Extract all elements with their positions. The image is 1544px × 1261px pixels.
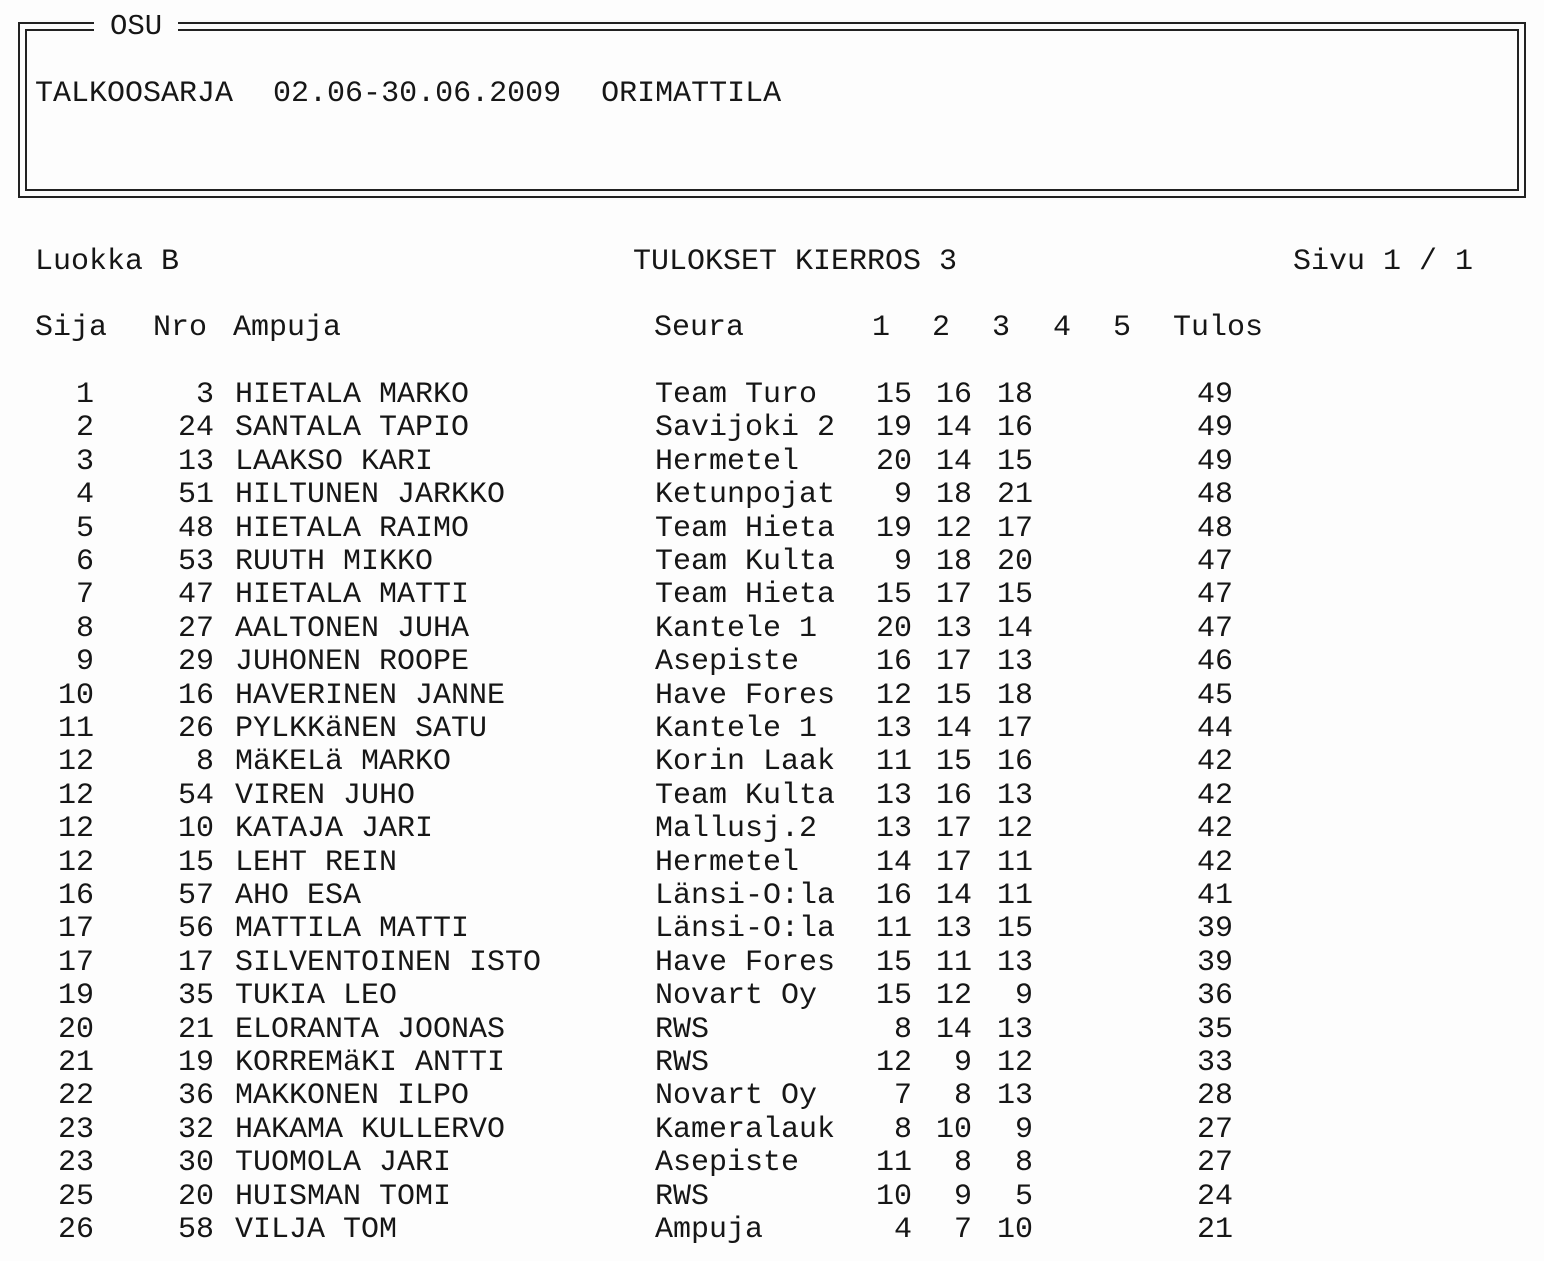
cell-ampuja: PYLKKäNEN SATU: [235, 712, 488, 746]
cell-ampuja: ELORANTA JOONAS: [235, 1012, 506, 1047]
cell-s3: 16: [996, 411, 1033, 446]
cell-tulos: 28: [1196, 1079, 1233, 1114]
cell-seura: Team Kulta: [655, 545, 836, 579]
cell-s1: 8: [893, 1112, 912, 1147]
cell-s3: 15: [996, 444, 1033, 479]
cell-seura: Team Turo: [655, 378, 818, 412]
cell-nro: 53: [177, 545, 214, 579]
cell-nro: 20: [177, 1179, 214, 1214]
cell-seura: RWS: [655, 1012, 710, 1047]
cell-sija: 7: [75, 578, 94, 613]
cell-s1: 7: [893, 1079, 912, 1114]
cell-s1: 9: [893, 478, 912, 513]
table-row: [0, 746, 1544, 779]
cell-nro: 56: [177, 912, 214, 947]
cell-s3: 13: [996, 778, 1033, 813]
cell-s3: 17: [996, 511, 1033, 546]
cell-s1: 15: [875, 578, 912, 613]
col-header-nro: Nro: [153, 311, 208, 345]
cell-s2: 16: [935, 378, 972, 412]
table-row: [0, 446, 1544, 479]
table-row: [0, 1214, 1544, 1247]
cell-s3: 17: [996, 712, 1033, 746]
cell-s1: 19: [875, 411, 912, 446]
table-row: [0, 813, 1544, 846]
cell-s2: 9: [953, 1046, 972, 1080]
cell-ampuja: LAAKSO KARI: [235, 444, 434, 479]
cell-ampuja: HIETALA RAIMO: [235, 511, 470, 546]
cell-s1: 12: [875, 678, 912, 713]
cell-s3: 5: [1014, 1179, 1033, 1214]
cell-seura: Have Fores: [655, 945, 836, 980]
col-header-s2: 2: [932, 311, 951, 345]
cell-ampuja: KATAJA JARI: [235, 812, 434, 847]
cell-s3: 9: [1014, 1112, 1033, 1147]
cell-nro: 8: [195, 745, 214, 780]
cell-seura: RWS: [655, 1046, 710, 1080]
cell-tulos: 48: [1196, 511, 1233, 546]
cell-s2: 8: [953, 1146, 972, 1181]
col-header-s4: 4: [1053, 311, 1072, 345]
table-row: [0, 713, 1544, 746]
cell-tulos: 46: [1196, 645, 1233, 680]
cell-ampuja: VILJA TOM: [235, 1213, 398, 1247]
cell-ampuja: LEHT REIN: [235, 845, 398, 880]
cell-s2: 7: [953, 1213, 972, 1247]
class-label: Luokka B: [35, 245, 180, 279]
table-row: [0, 1114, 1544, 1147]
cell-sija: 19: [57, 979, 94, 1014]
cell-s2: 17: [935, 645, 972, 680]
cell-tulos: 35: [1196, 1012, 1233, 1047]
cell-s3: 18: [996, 378, 1033, 412]
cell-sija: 12: [57, 778, 94, 813]
cell-ampuja: VIREN JUHO: [235, 778, 416, 813]
cell-sija: 12: [57, 845, 94, 880]
table-row: [0, 913, 1544, 946]
cell-seura: Team Kulta: [655, 778, 836, 813]
competition-title: [35, 76, 821, 112]
cell-sija: 16: [57, 879, 94, 913]
table-row: [0, 947, 1544, 980]
cell-tulos: 36: [1196, 979, 1233, 1014]
cell-nro: 15: [177, 845, 214, 880]
cell-sija: 26: [57, 1213, 94, 1247]
cell-s3: 12: [996, 812, 1033, 847]
competition-dates: 02.06-30.06.2009: [273, 77, 562, 111]
cell-nro: 10: [177, 812, 214, 847]
cell-ampuja: AHO ESA: [235, 879, 362, 913]
cell-nro: 24: [177, 411, 214, 446]
cell-tulos: 42: [1196, 812, 1233, 847]
cell-ampuja: HIETALA MATTI: [235, 578, 470, 613]
cell-sija: 23: [57, 1146, 94, 1181]
cell-s2: 15: [935, 678, 972, 713]
table-row: [0, 680, 1544, 713]
cell-seura: Kameralauk: [655, 1112, 836, 1147]
cell-nro: 29: [177, 645, 214, 680]
cell-s2: 13: [935, 912, 972, 947]
cell-seura: Korin Laak: [655, 745, 836, 780]
table-row: [0, 847, 1544, 880]
table-row: [0, 1014, 1544, 1047]
cell-s3: 11: [996, 845, 1033, 880]
cell-sija: 4: [75, 478, 94, 513]
cell-tulos: 47: [1196, 545, 1233, 579]
cell-seura: Team Hieta: [655, 511, 836, 546]
col-header-ampuja: Ampuja: [233, 311, 342, 345]
cell-sija: 22: [57, 1079, 94, 1114]
cell-ampuja: AALTONEN JUHA: [235, 611, 470, 646]
col-header-sija: Sija: [35, 311, 108, 345]
cell-s1: 15: [875, 979, 912, 1014]
table-row: [0, 980, 1544, 1013]
cell-sija: 8: [75, 611, 94, 646]
cell-tulos: 27: [1196, 1112, 1233, 1147]
cell-nro: 51: [177, 478, 214, 513]
cell-tulos: 49: [1196, 411, 1233, 446]
col-header-s1: 1: [872, 311, 891, 345]
table-row: [0, 579, 1544, 612]
cell-ampuja: HAKAMA KULLERVO: [235, 1112, 506, 1147]
cell-s1: 14: [875, 845, 912, 880]
cell-s2: 12: [935, 979, 972, 1014]
cell-s1: 11: [875, 745, 912, 780]
cell-s3: 13: [996, 645, 1033, 680]
cell-ampuja: RUUTH MIKKO: [235, 545, 434, 579]
cell-s1: 19: [875, 511, 912, 546]
cell-sija: 12: [57, 745, 94, 780]
table-row: [0, 880, 1544, 913]
cell-seura: Savijoki 2: [655, 411, 836, 446]
competition-location: ORIMATTILA: [601, 77, 782, 111]
cell-s3: 14: [996, 611, 1033, 646]
cell-s1: 16: [875, 645, 912, 680]
cell-s3: 13: [996, 1012, 1033, 1047]
cell-s1: 4: [893, 1213, 912, 1247]
cell-ampuja: HUISMAN TOMI: [235, 1179, 452, 1214]
cell-seura: Hermetel: [655, 444, 800, 479]
cell-ampuja: MäKELä MARKO: [235, 745, 452, 780]
table-row: [0, 513, 1544, 546]
cell-nro: 57: [177, 879, 214, 913]
col-header-s5: 5: [1113, 311, 1132, 345]
cell-s2: 15: [935, 745, 972, 780]
cell-tulos: 42: [1196, 845, 1233, 880]
cell-s2: 18: [935, 545, 972, 579]
table-row: [0, 646, 1544, 679]
cell-seura: Ampuja: [655, 1213, 764, 1247]
table-row: [0, 1147, 1544, 1180]
cell-sija: 9: [75, 645, 94, 680]
cell-tulos: 21: [1196, 1213, 1233, 1247]
cell-nro: 58: [177, 1213, 214, 1247]
cell-s1: 12: [875, 1046, 912, 1080]
cell-s3: 18: [996, 678, 1033, 713]
cell-s2: 14: [935, 411, 972, 446]
page-indicator: Sivu 1 / 1: [1293, 245, 1474, 279]
cell-ampuja: HIETALA MARKO: [235, 378, 470, 412]
cell-s2: 17: [935, 845, 972, 880]
cell-sija: 17: [57, 912, 94, 947]
cell-seura: Kantele 1: [655, 611, 818, 646]
cell-seura: Novart Oy: [655, 1079, 818, 1114]
cell-sija: 1: [75, 378, 94, 412]
cell-ampuja: TUKIA LEO: [235, 979, 398, 1014]
cell-s2: 10: [935, 1112, 972, 1147]
cell-s2: 14: [935, 1012, 972, 1047]
cell-s1: 15: [875, 945, 912, 980]
cell-nro: 17: [177, 945, 214, 980]
cell-s3: 13: [996, 1079, 1033, 1114]
cell-s2: 14: [935, 712, 972, 746]
cell-seura: Novart Oy: [655, 979, 818, 1014]
cell-s1: 13: [875, 812, 912, 847]
cell-seura: Länsi-O:la: [655, 879, 836, 913]
cell-tulos: 47: [1196, 578, 1233, 613]
cell-nro: 13: [177, 444, 214, 479]
cell-nro: 19: [177, 1046, 214, 1080]
cell-ampuja: MAKKONEN ILPO: [235, 1079, 470, 1114]
cell-tulos: 27: [1196, 1146, 1233, 1181]
cell-s1: 11: [875, 1146, 912, 1181]
cell-tulos: 33: [1196, 1046, 1233, 1080]
cell-nro: 32: [177, 1112, 214, 1147]
cell-nro: 48: [177, 511, 214, 546]
cell-s2: 9: [953, 1179, 972, 1214]
cell-s1: 8: [893, 1012, 912, 1047]
cell-sija: 21: [57, 1046, 94, 1080]
cell-tulos: 49: [1196, 378, 1233, 412]
cell-seura: RWS: [655, 1179, 710, 1214]
cell-s1: 15: [875, 378, 912, 412]
cell-sija: 2: [75, 411, 94, 446]
cell-s1: 20: [875, 444, 912, 479]
cell-nro: 16: [177, 678, 214, 713]
cell-s3: 20: [996, 545, 1033, 579]
cell-nro: 21: [177, 1012, 214, 1047]
cell-tulos: 39: [1196, 945, 1233, 980]
cell-s2: 12: [935, 511, 972, 546]
cell-seura: Asepiste: [655, 1146, 800, 1181]
cell-s2: 18: [935, 478, 972, 513]
table-row: [0, 479, 1544, 512]
cell-s3: 15: [996, 912, 1033, 947]
cell-sija: 11: [57, 712, 94, 746]
cell-s1: 10: [875, 1179, 912, 1214]
cell-sija: 25: [57, 1179, 94, 1214]
cell-s3: 11: [996, 879, 1033, 913]
cell-ampuja: SANTALA TAPIO: [235, 411, 470, 446]
cell-seura: Hermetel: [655, 845, 800, 880]
cell-ampuja: SILVENTOINEN ISTO: [235, 945, 542, 980]
table-row: [0, 780, 1544, 813]
cell-s3: 10: [996, 1213, 1033, 1247]
cell-tulos: 44: [1196, 712, 1233, 746]
col-header-tulos: Tulos: [1173, 311, 1264, 345]
cell-tulos: 48: [1196, 478, 1233, 513]
cell-tulos: 24: [1196, 1179, 1233, 1214]
table-row: [0, 1047, 1544, 1080]
cell-tulos: 42: [1196, 745, 1233, 780]
cell-tulos: 49: [1196, 444, 1233, 479]
col-header-s3: 3: [992, 311, 1011, 345]
table-row: [0, 379, 1544, 412]
cell-s2: 13: [935, 611, 972, 646]
cell-nro: 35: [177, 979, 214, 1014]
cell-s3: 12: [996, 1046, 1033, 1080]
cell-nro: 54: [177, 778, 214, 813]
table-row: [0, 412, 1544, 445]
cell-tulos: 47: [1196, 611, 1233, 646]
cell-sija: 20: [57, 1012, 94, 1047]
cell-sija: 6: [75, 545, 94, 579]
cell-sija: 17: [57, 945, 94, 980]
cell-s3: 21: [996, 478, 1033, 513]
cell-tulos: 41: [1196, 879, 1233, 913]
cell-s2: 17: [935, 812, 972, 847]
cell-s1: 11: [875, 912, 912, 947]
cell-nro: 36: [177, 1079, 214, 1114]
cell-sija: 23: [57, 1112, 94, 1147]
cell-s3: 8: [1014, 1146, 1033, 1181]
cell-nro: 47: [177, 578, 214, 613]
cell-seura: Kantele 1: [655, 712, 818, 746]
cell-nro: 26: [177, 712, 214, 746]
results-title: TULOKSET KIERROS 3: [633, 245, 958, 279]
cell-seura: Asepiste: [655, 645, 800, 680]
cell-seura: Länsi-O:la: [655, 912, 836, 947]
cell-ampuja: KORREMäKI ANTTI: [235, 1046, 506, 1080]
cell-s1: 13: [875, 778, 912, 813]
cell-nro: 27: [177, 611, 214, 646]
cell-s2: 14: [935, 444, 972, 479]
competition-name: TALKOOSARJA: [35, 77, 234, 111]
cell-ampuja: MATTILA MATTI: [235, 912, 470, 947]
cell-sija: 5: [75, 511, 94, 546]
cell-s2: 14: [935, 879, 972, 913]
table-row: [0, 1181, 1544, 1214]
cell-tulos: 45: [1196, 678, 1233, 713]
cell-seura: Have Fores: [655, 678, 836, 713]
cell-nro: 3: [195, 378, 214, 412]
cell-tulos: 42: [1196, 778, 1233, 813]
cell-seura: Team Hieta: [655, 578, 836, 613]
col-header-seura: Seura: [654, 311, 745, 345]
table-row: [0, 1080, 1544, 1113]
cell-tulos: 39: [1196, 912, 1233, 947]
cell-ampuja: HAVERINEN JANNE: [235, 678, 506, 713]
cell-s2: 17: [935, 578, 972, 613]
cell-s1: 16: [875, 879, 912, 913]
cell-sija: 3: [75, 444, 94, 479]
table-row: [0, 546, 1544, 579]
cell-nro: 30: [177, 1146, 214, 1181]
cell-ampuja: TUOMOLA JARI: [235, 1146, 452, 1181]
cell-s1: 13: [875, 712, 912, 746]
cell-ampuja: HILTUNEN JARKKO: [235, 478, 506, 513]
cell-sija: 10: [57, 678, 94, 713]
cell-s3: 13: [996, 945, 1033, 980]
cell-s2: 16: [935, 778, 972, 813]
cell-s1: 20: [875, 611, 912, 646]
table-row: [0, 613, 1544, 646]
cell-s3: 15: [996, 578, 1033, 613]
cell-s3: 9: [1014, 979, 1033, 1014]
cell-s3: 16: [996, 745, 1033, 780]
cell-seura: Ketunpojat: [655, 478, 836, 513]
cell-ampuja: JUHONEN ROOPE: [235, 645, 470, 680]
box-label: OSU: [94, 10, 178, 44]
cell-s1: 9: [893, 545, 912, 579]
cell-seura: Mallusj.2: [655, 812, 818, 847]
cell-sija: 12: [57, 812, 94, 847]
cell-s2: 11: [935, 945, 972, 980]
cell-s2: 8: [953, 1079, 972, 1114]
